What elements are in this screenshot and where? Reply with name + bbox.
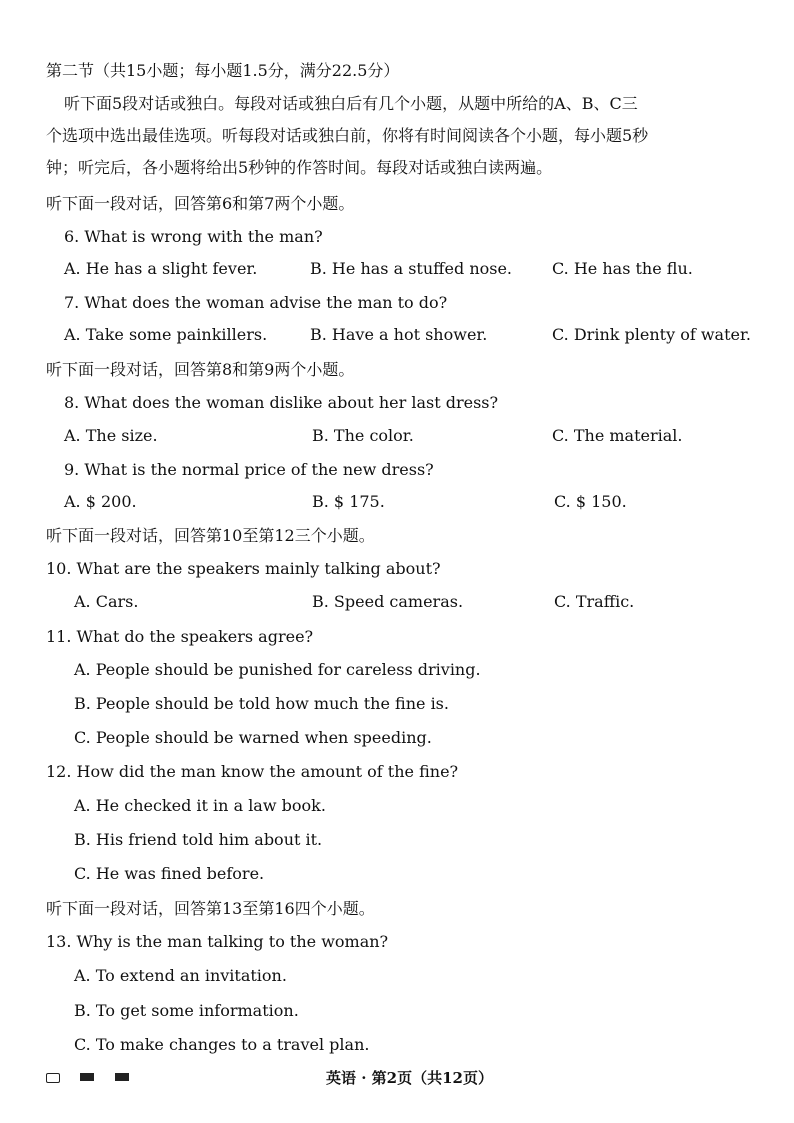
question-text: What are the speakers mainly talking about?: [76, 559, 441, 578]
question-text: Why is the man talking to the woman?: [76, 932, 389, 951]
option-b: B. He has a stuffed nose.: [310, 259, 513, 278]
question-text: How did the man know the amount of the fine?: [76, 762, 459, 781]
black-block-icon: [80, 1073, 94, 1081]
option-b: B. Speed cameras.: [312, 592, 464, 611]
outline-box-icon: [46, 1073, 60, 1083]
question-7: [64, 288, 794, 318]
question-text: What is the normal price of the new dress?: [84, 460, 434, 479]
question-number: 12.: [46, 762, 72, 781]
option-12-c: C. He was fined before.: [74, 864, 265, 883]
option-c: C. Traffic.: [554, 592, 635, 611]
question-number: 8.: [64, 393, 80, 412]
section-title: 第二节（共15小题；每小题1.5分，满分22.5分）: [46, 61, 400, 80]
question-8: [64, 388, 794, 418]
option-13-b: B. To get some information.: [74, 1001, 299, 1020]
question-text: What does the woman dislike about her last dress?: [84, 393, 499, 412]
instruction-line-3: 钟；听完后，各小题将给出5秒钟的作答时间。每段对话或独白读两遍。: [46, 158, 553, 177]
question-12: [46, 757, 794, 787]
options-8: [64, 421, 794, 451]
question-number: 7.: [64, 293, 80, 312]
instruction-line-2: 个选项中选出最佳选项。听每段对话或独白前，你将有时间阅读各个小题，每小题5秒: [46, 126, 649, 145]
option-11-c: C. People should be warned when speeding.: [74, 728, 432, 747]
page-footer: [0, 1064, 794, 1092]
options-10: [74, 587, 794, 617]
option-c: C. Drink plenty of water.: [552, 325, 751, 344]
option-c: C. He has the flu.: [552, 259, 693, 278]
question-13: [46, 927, 794, 957]
question-text: What is wrong with the man?: [84, 227, 323, 246]
black-block-icon: [115, 1073, 129, 1081]
dialog-intro-2: 听下面一段对话，回答第8和第9两个小题。: [46, 360, 355, 379]
options-7: [64, 320, 794, 350]
question-9: [64, 455, 794, 485]
option-12-a: A. He checked it in a law book.: [74, 796, 326, 815]
question-6: [64, 222, 794, 252]
option-a: A. $ 200.: [64, 492, 137, 511]
dialog-intro-3: 听下面一段对话，回答第10至第12三个小题。: [46, 526, 375, 545]
option-a: A. The size.: [64, 426, 158, 445]
option-11-a: A. People should be punished for careless driving.: [74, 660, 481, 679]
dialog-intro-1: 听下面一段对话，回答第6和第7两个小题。: [46, 194, 355, 213]
option-11-b: B. People should be told how much the fine is.: [74, 694, 449, 713]
option-b: B. $ 175.: [312, 492, 385, 511]
option-b: B. Have a hot shower.: [310, 325, 488, 344]
option-b: B. The color.: [312, 426, 414, 445]
option-13-c: C. To make changes to a travel plan.: [74, 1035, 370, 1054]
page-number: 英语 · 第2页（共12页）: [326, 1069, 493, 1087]
question-text: What does the woman advise the man to do?: [84, 293, 448, 312]
question-number: 6.: [64, 227, 80, 246]
question-number: 10.: [46, 559, 72, 578]
instruction-line-1: 听下面5段对话或独白。每段对话或独白后有几个小题，从题中所给的A、B、C三: [64, 94, 638, 113]
question-number: 13.: [46, 932, 72, 951]
option-12-b: B. His friend told him about it.: [74, 830, 323, 849]
question-text: What do the speakers agree?: [76, 627, 314, 646]
option-a: A. Cars.: [74, 592, 139, 611]
option-a: A. He has a slight fever.: [64, 259, 258, 278]
options-9: [64, 487, 794, 517]
option-c: C. $ 150.: [554, 492, 627, 511]
dialog-intro-4: 听下面一段对话，回答第13至第16四个小题。: [46, 899, 375, 918]
options-6: [64, 254, 794, 284]
option-c: C. The material.: [552, 426, 683, 445]
option-a: A. Take some painkillers.: [64, 325, 268, 344]
question-number: 9.: [64, 460, 80, 479]
question-number: 11.: [46, 627, 72, 646]
question-11: [46, 622, 794, 652]
question-10: [46, 554, 794, 584]
option-13-a: A. To extend an invitation.: [74, 966, 287, 985]
